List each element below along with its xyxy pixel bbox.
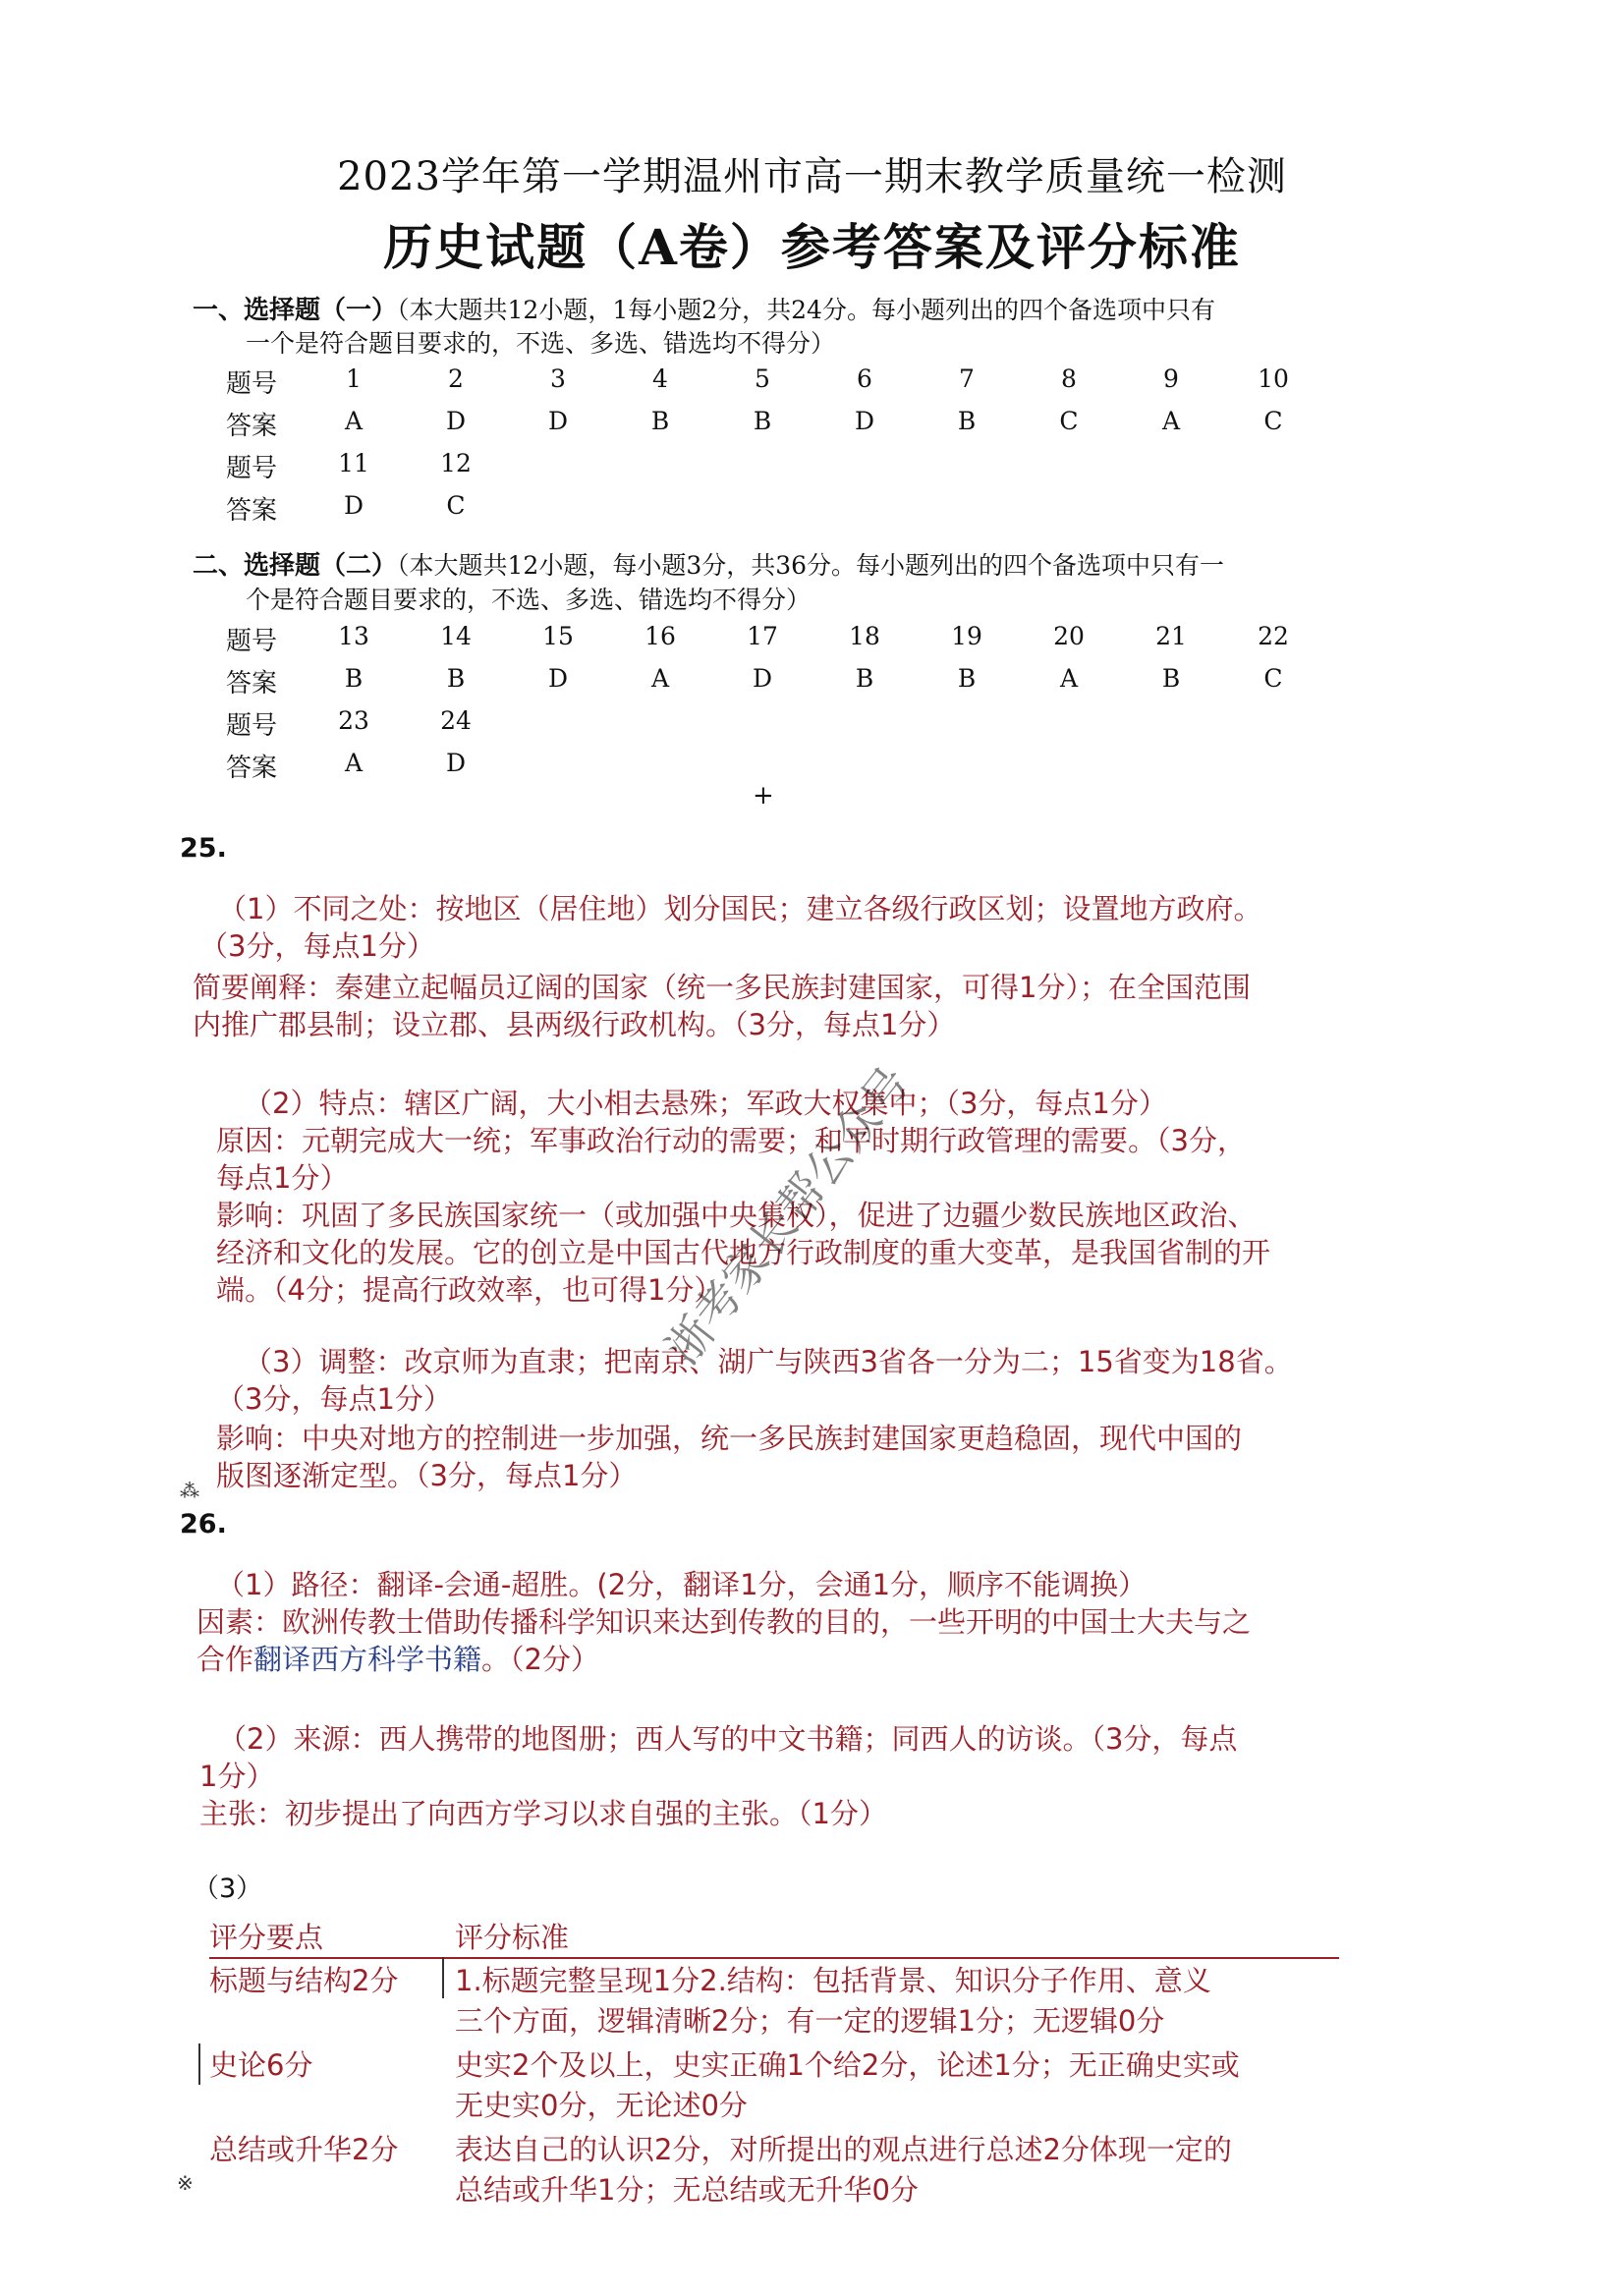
s1-answer-cell-8: C [1059, 407, 1079, 435]
q26-p1-line1: （1）路径：翻译-会通-超胜。(2分，翻译1分，会通1分，顺序不能调换） [216, 1568, 1148, 1601]
s2-answer-cell-6: B [855, 664, 874, 693]
exam-title: 2023学年第一学期温州市高一期末教学质量统一检测 [337, 154, 1287, 199]
s1-answer-cell-9: A [1161, 407, 1181, 435]
s2-answer-cell-8: A [1059, 664, 1079, 693]
s1-row4-label: 答案 [226, 496, 278, 526]
s2-answer-cell-5: D [752, 664, 773, 693]
s1-question-cell-8: 8 [1061, 364, 1077, 393]
q26-p1-line3a: 合作 [196, 1643, 254, 1676]
s1-question-cell-7: 7 [959, 364, 975, 393]
q26-p3-label: （3） [193, 1874, 263, 1904]
q26-p2-line1: （2）来源：西人携带的地图册；西人写的中文书籍；同西人的访谈。（3分，每点 [218, 1722, 1238, 1756]
scan-mark-2: ※ [177, 2171, 194, 2195]
section2-heading [193, 545, 1224, 582]
table-row1-point: 标题与结构2分 [209, 1964, 399, 1997]
s1-question-cell-5: 5 [755, 364, 770, 393]
s2-row4-label: 答案 [226, 754, 278, 783]
s1-question-cell-1: 1 [346, 364, 362, 393]
s2-question2-cell-2: 24 [440, 706, 472, 735]
s1-question-cell-9: 9 [1163, 364, 1179, 393]
s2-answer-cell-10: C [1263, 664, 1283, 693]
q25-p2-line2: 原因：元朝完成大一统；军事政治行动的需要；和平时期行政管理的需要。（3分， [216, 1124, 1246, 1157]
section1-note-line2: 一个是符合题目要求的，不选、多选、错选均不得分） [246, 329, 836, 358]
s1-row1-label: 题号 [226, 369, 278, 399]
section1-heading [193, 290, 1215, 326]
s1-answer-cell-10: C [1263, 407, 1283, 435]
s1-question-cell-4: 4 [652, 364, 668, 393]
q26-number: 26. [180, 1509, 227, 1539]
s1-answer-cell-2: D [445, 407, 467, 435]
q25-p3-line3: 影响：中央对地方的控制进一步加强，统一多民族封建国家更趋稳固，现代中国的 [216, 1422, 1243, 1455]
q25-p2-line5: 经济和文化的发展。它的创立是中国古代地方行政制度的重大变革，是我国省制的开 [216, 1236, 1271, 1269]
s1-answer-cell-6: D [854, 407, 875, 435]
s2-answer-cell-2: B [446, 664, 466, 693]
q25-p1-line1: （1）不同之处：按地区（居住地）划分国民；建立各级行政区划；设置地方政府。 [218, 892, 1262, 925]
s2-row1-label: 题号 [226, 627, 278, 656]
table-col-rule-1 [442, 1957, 444, 1998]
table-row3-point: 总结或升华2分 [209, 2133, 399, 2166]
table-row3-standard-l2: 总结或升华1分；无总结或无升华0分 [455, 2173, 919, 2207]
q25-p3-line1: （3）调整：改京师为直隶；把南京、湖广与陕西3省各一分为二；15省变为18省。 [244, 1345, 1293, 1378]
table-col-rule-2 [198, 2043, 200, 2085]
table-row2-standard-l2: 无史实0分，无论述0分 [455, 2089, 748, 2122]
s2-answer-cell-1: B [344, 664, 364, 693]
scan-mark-1: ⁂ [180, 1479, 199, 1502]
q26-p1-line3 [196, 1638, 599, 1678]
s1-question-cell-3: 3 [550, 364, 566, 393]
table-row3-standard-l1: 表达自己的认识2分，对所提出的观点进行总述2分体现一定的 [455, 2133, 1232, 2166]
s2-question2-cell-1: 23 [338, 706, 369, 735]
s2-question-cell-9: 21 [1155, 622, 1187, 650]
section1-title: 一、选择题（一） [193, 296, 398, 325]
q26-p1-line2: 因素：欧洲传教士借助传播科学知识来达到传教的目的，一些开明的中国士大夫与之 [196, 1605, 1252, 1639]
s1-answer-cell-7: B [957, 407, 977, 435]
q25-p3-line4: 版图逐渐定型。（3分，每点1分） [216, 1459, 638, 1492]
s2-answer-cell-4: A [650, 664, 670, 693]
table-header-standard: 评分标准 [455, 1921, 570, 1954]
s1-answer-cell-1: A [344, 407, 364, 435]
section1-note-line1: （本大题共12小题，1每小题2分，共24分。每小题列出的四个备选项中只有 [397, 296, 1215, 324]
table-row2-point: 史论6分 [209, 2048, 313, 2082]
q25-p2-line6: 端。（4分；提高行政效率，也可得1分） [216, 1273, 723, 1307]
q25-number: 25. [180, 833, 227, 864]
s1-row2-label: 答案 [226, 412, 278, 441]
section2-title: 二、选择题（二） [193, 551, 398, 581]
section2-note-line1: （本大题共12小题，每小题3分，共36分。每小题列出的四个备选项中只有一 [397, 551, 1225, 580]
q26-p2-line2: 1分） [199, 1760, 275, 1793]
s2-answer-cell-9: B [1161, 664, 1181, 693]
table-header-point: 评分要点 [209, 1921, 324, 1954]
table-row1-standard-l2: 三个方面，逻辑清晰2分；有一定的逻辑1分；无逻辑0分 [455, 2004, 1165, 2038]
q25-p1-line4: 内推广郡县制；设立郡、县两级行政机构。（3分，每点1分） [193, 1008, 956, 1041]
s1-question-cell-10: 10 [1258, 364, 1289, 393]
s1-answer2-cell-2: C [446, 491, 466, 520]
q25-p2-line1: （2）特点：辖区广阔，大小相去悬殊；军政大权集中；（3分，每点1分） [244, 1087, 1167, 1120]
q25-p1-line3: 简要阐释：秦建立起幅员辽阔的国家（统一多民族封建国家，可得1分）；在全国范围 [193, 971, 1251, 1004]
s2-row2-label: 答案 [226, 669, 278, 699]
table-row1-standard-l1: 1.标题完整呈现1分2.结构：包括背景、知识分子作用、意义 [455, 1964, 1211, 1997]
s1-row3-label: 题号 [226, 454, 278, 483]
s2-question-cell-8: 20 [1053, 622, 1085, 650]
watermark: 浙考家长帮公众号 [655, 1056, 921, 1374]
s2-answer2-cell-2: D [445, 749, 467, 777]
exam-subtitle: 历史试题（A卷）参考答案及评分标准 [383, 218, 1241, 276]
section2-note-line2: 个是符合题目要求的，不选、多选、错选均不得分） [246, 586, 812, 614]
s1-answer-cell-4: B [650, 407, 670, 435]
q26-p1-line3b: 翻译西方科学书籍 [253, 1643, 482, 1676]
s1-answer-cell-3: D [547, 407, 569, 435]
s1-answer-cell-5: B [753, 407, 772, 435]
s2-answer2-cell-1: A [344, 749, 364, 777]
s2-question-cell-7: 19 [951, 622, 982, 650]
q25-p1-line2: （3分，每点1分） [199, 929, 435, 963]
s2-question-cell-1: 13 [338, 622, 369, 650]
q25-p2-line4: 影响：巩固了多民族国家统一（或加强中央集权），促进了边疆少数民族地区政治、 [216, 1199, 1257, 1232]
q25-p3-line2: （3分，每点1分） [216, 1382, 452, 1416]
plus-mark: + [753, 781, 774, 811]
s2-answer-cell-3: D [547, 664, 569, 693]
s2-question-cell-2: 14 [440, 622, 472, 650]
table-row2-standard-l1: 史实2个及以上，史实正确1个给2分，论述1分；无正确史实或 [455, 2048, 1240, 2082]
s1-question2-cell-1: 11 [338, 449, 369, 477]
s2-row3-label: 题号 [226, 711, 278, 741]
s1-answer2-cell-1: D [343, 491, 364, 520]
s2-question-cell-10: 22 [1258, 622, 1289, 650]
s1-question-cell-2: 2 [448, 364, 464, 393]
q25-p2-line3: 每点1分） [216, 1161, 349, 1195]
s2-answer-cell-7: B [957, 664, 977, 693]
s2-question-cell-6: 18 [849, 622, 880, 650]
s1-question-cell-6: 6 [857, 364, 872, 393]
s2-question-cell-5: 17 [747, 622, 778, 650]
q26-p1-line3c: 。（2分） [481, 1643, 599, 1676]
q26-p2-line3: 主张：初步提出了向西方学习以求自强的主张。（1分） [199, 1797, 887, 1830]
s1-question2-cell-2: 12 [440, 449, 472, 477]
s2-question-cell-4: 16 [644, 622, 676, 650]
s2-question-cell-3: 15 [542, 622, 574, 650]
